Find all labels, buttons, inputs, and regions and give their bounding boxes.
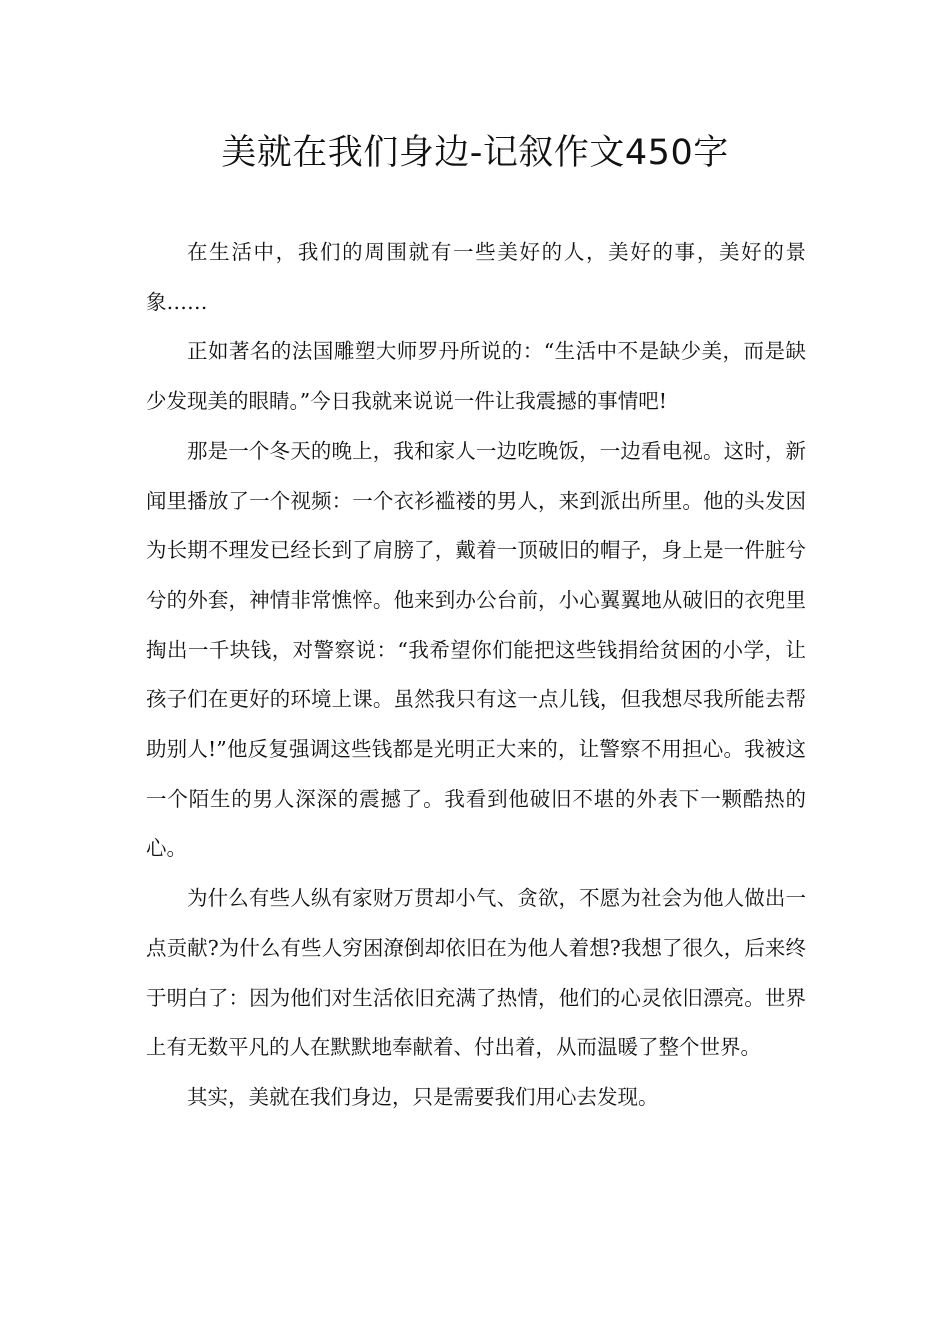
document-title: 美就在我们身边-记叙作文450字 xyxy=(221,133,729,173)
paragraph: 为什么有些人纵有家财万贯却小气、贪欲，不愿为社会为他人做出一点贡献?为什么有些人穷困潦倒却依旧在为他人着想?我想了很久，后来终于明白了：因为他们对生活依旧充满了热情，他们的心灵依旧漂亮。世界上有无数平凡的人在默默地奉献着、付出着，从而温暖了整个世界。 xyxy=(146,886,806,1060)
document-body xyxy=(146,228,806,1123)
paragraph: 其实，美就在我们身边，只是需要我们用心去发现。 xyxy=(187,1084,659,1109)
paragraph: 在生活中，我们的周围就有一些美好的人，美好的事，美好的景象…… xyxy=(146,240,806,314)
paragraph: 那是一个冬天的晚上，我和家人一边吃晚饭，一边看电视。这时，新闻里播放了一个视频：一个衣衫褴褛的男人，来到派出所里。他的头发因为长期不理发已经长到了肩膀了，戴着一顶破旧的帽子，身上是一件脏兮兮的外套，神情非常憔悴。他来到办公台前，小心翼翼地从破旧的衣兜里掏出一千块钱，对警察说：“我希望你们能把这些钱捐给贫困的小学，让孩子们在更好的环境上课。虽然我只有这一点儿钱，但我想尽我所能去帮助别人!”他反复强调这些钱都是光明正大来的，让警察不用担心。我被这一个陌生的男人深深的震撼了。我看到他破旧不堪的外表下一颗酷热的心。 xyxy=(146,438,806,861)
paragraph: 正如著名的法国雕塑大师罗丹所说的：“生活中不是缺少美，而是缺少发现美的眼睛。”今日我就来说说一件让我震撼的事情吧! xyxy=(146,339,806,414)
